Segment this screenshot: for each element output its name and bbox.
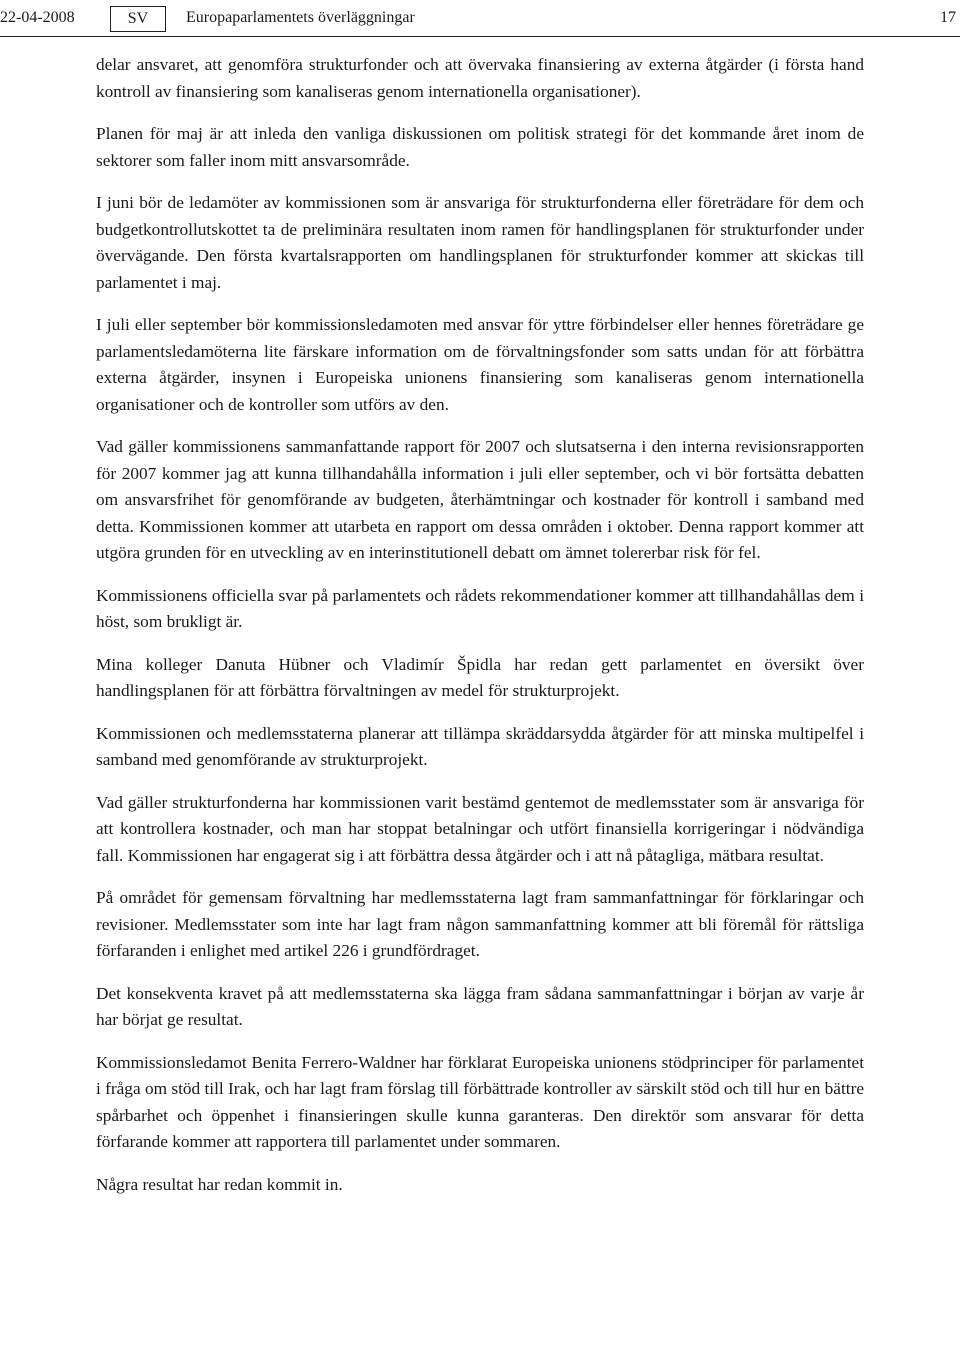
header-date: 22-04-2008 [0, 9, 75, 26]
paragraph: Kommissionsledamot Benita Ferrero-Waldner har förklarat Europeiska unionens stödprinciper för parlamentet i fråga om stöd till Irak, och har lagt fram förslag till förbättrade kontroller av särskilt stöd och till hur en bättre spårbarhet och öppenhet i finansieringen skulle kunna garanteras. Den direktör som ansvarar för detta förfarande kommer att rapportera till parlamentet under sommaren. [96, 1052, 864, 1151]
paragraph: Vad gäller kommissionens sammanfattande rapport för 2007 och slutsatserna i den interna revisionsrapporten för 2007 kommer jag att kunna tillhandahålla information i juli eller september, och vi bör fortsätta debatten om ansvarsfrihet för genomförande av budgeten, återhämtningar och kostnader för kontroll i samband med detta. Kommissionen kommer att utarbeta en rapport om dessa områden i oktober. Denna rapport kommer att utgöra grunden för en utveckling av en interinstitutionell debatt om ämnet tolererbar risk för fel. [96, 437, 864, 562]
paragraph: I juli eller september bör kommissionsledamoten med ansvar för yttre förbindelser eller hennes företrädare ge parlamentsledamöterna lite färskare information om de förvaltningsfonder som satts undan för att förbättra externa åtgärder, insynen i Europeiska unionens finansiering som kanaliseras genom internationella organisationer och de kontroller som utförs av den. [96, 315, 864, 414]
page-number: 17 [940, 9, 956, 26]
paragraph: Planen för maj är att inleda den vanliga diskussionen om politisk strategi för det kommande året inom de sektorer som faller inom mitt ansvarsområde. [96, 124, 864, 170]
paragraph: Några resultat har redan kommit in. [96, 1174, 343, 1194]
page-header [0, 0, 960, 37]
language-badge: SV [110, 6, 166, 32]
paragraph: Det konsekventa kravet på att medlemsstaterna ska lägga fram sådana sammanfattningar i början av varje år har börjat ge resultat. [96, 983, 864, 1029]
paragraph: Mina kolleger Danuta Hübner och Vladimír Špidla har redan gett parlamentet en översikt över handlingsplanen för att förbättra förvaltningen av medel för strukturprojekt. [96, 654, 864, 700]
document-body [96, 52, 864, 1198]
paragraph: I juni bör de ledamöter av kommissionen som är ansvariga för strukturfonderna eller företrädare för dem och budgetkontrollutskottet ta de preliminära resultaten inom ramen för handlingsplanen för strukturfonder under övervägande. Den första kvartalsrapporten om handlingsplanen för strukturfonder kommer att skickas till parlamentet i maj. [96, 193, 864, 292]
paragraph: Kommissionens officiella svar på parlamentets och rådets rekommendationer kommer att tillhandahållas dem i höst, som brukligt är. [96, 585, 864, 631]
paragraph: Vad gäller strukturfonderna har kommissionen varit bestämd gentemot de medlemsstater som är ansvariga för att kontrollera kostnader, och man har stoppat betalningar och utfört finansiella korrigeringar i nödvändiga fall. Kommissionen har engagerat sig i att förbättra dessa åtgärder och i att nå påtagliga, mätbara resultat. [96, 792, 864, 865]
paragraph: På området för gemensam förvaltning har medlemsstaterna lagt fram sammanfattningar för förklaringar och revisioner. Medlemsstater som inte har lagt fram någon sammanfattning kommer att bli föremål för rättsliga förfaranden i enlighet med artikel 226 i grundfördraget. [96, 888, 864, 960]
paragraph: delar ansvaret, att genomföra strukturfonder och att övervaka finansiering av externa åtgärder (i första hand kontroll av finansiering som kanaliseras genom internationella organisationer). [96, 55, 864, 101]
document-title: Europaparlamentets överläggningar [186, 9, 415, 26]
paragraph: Kommissionen och medlemsstaterna planerar att tillämpa skräddarsydda åtgärder för att minska multipelfel i samband med genomförande av strukturprojekt. [96, 723, 864, 769]
